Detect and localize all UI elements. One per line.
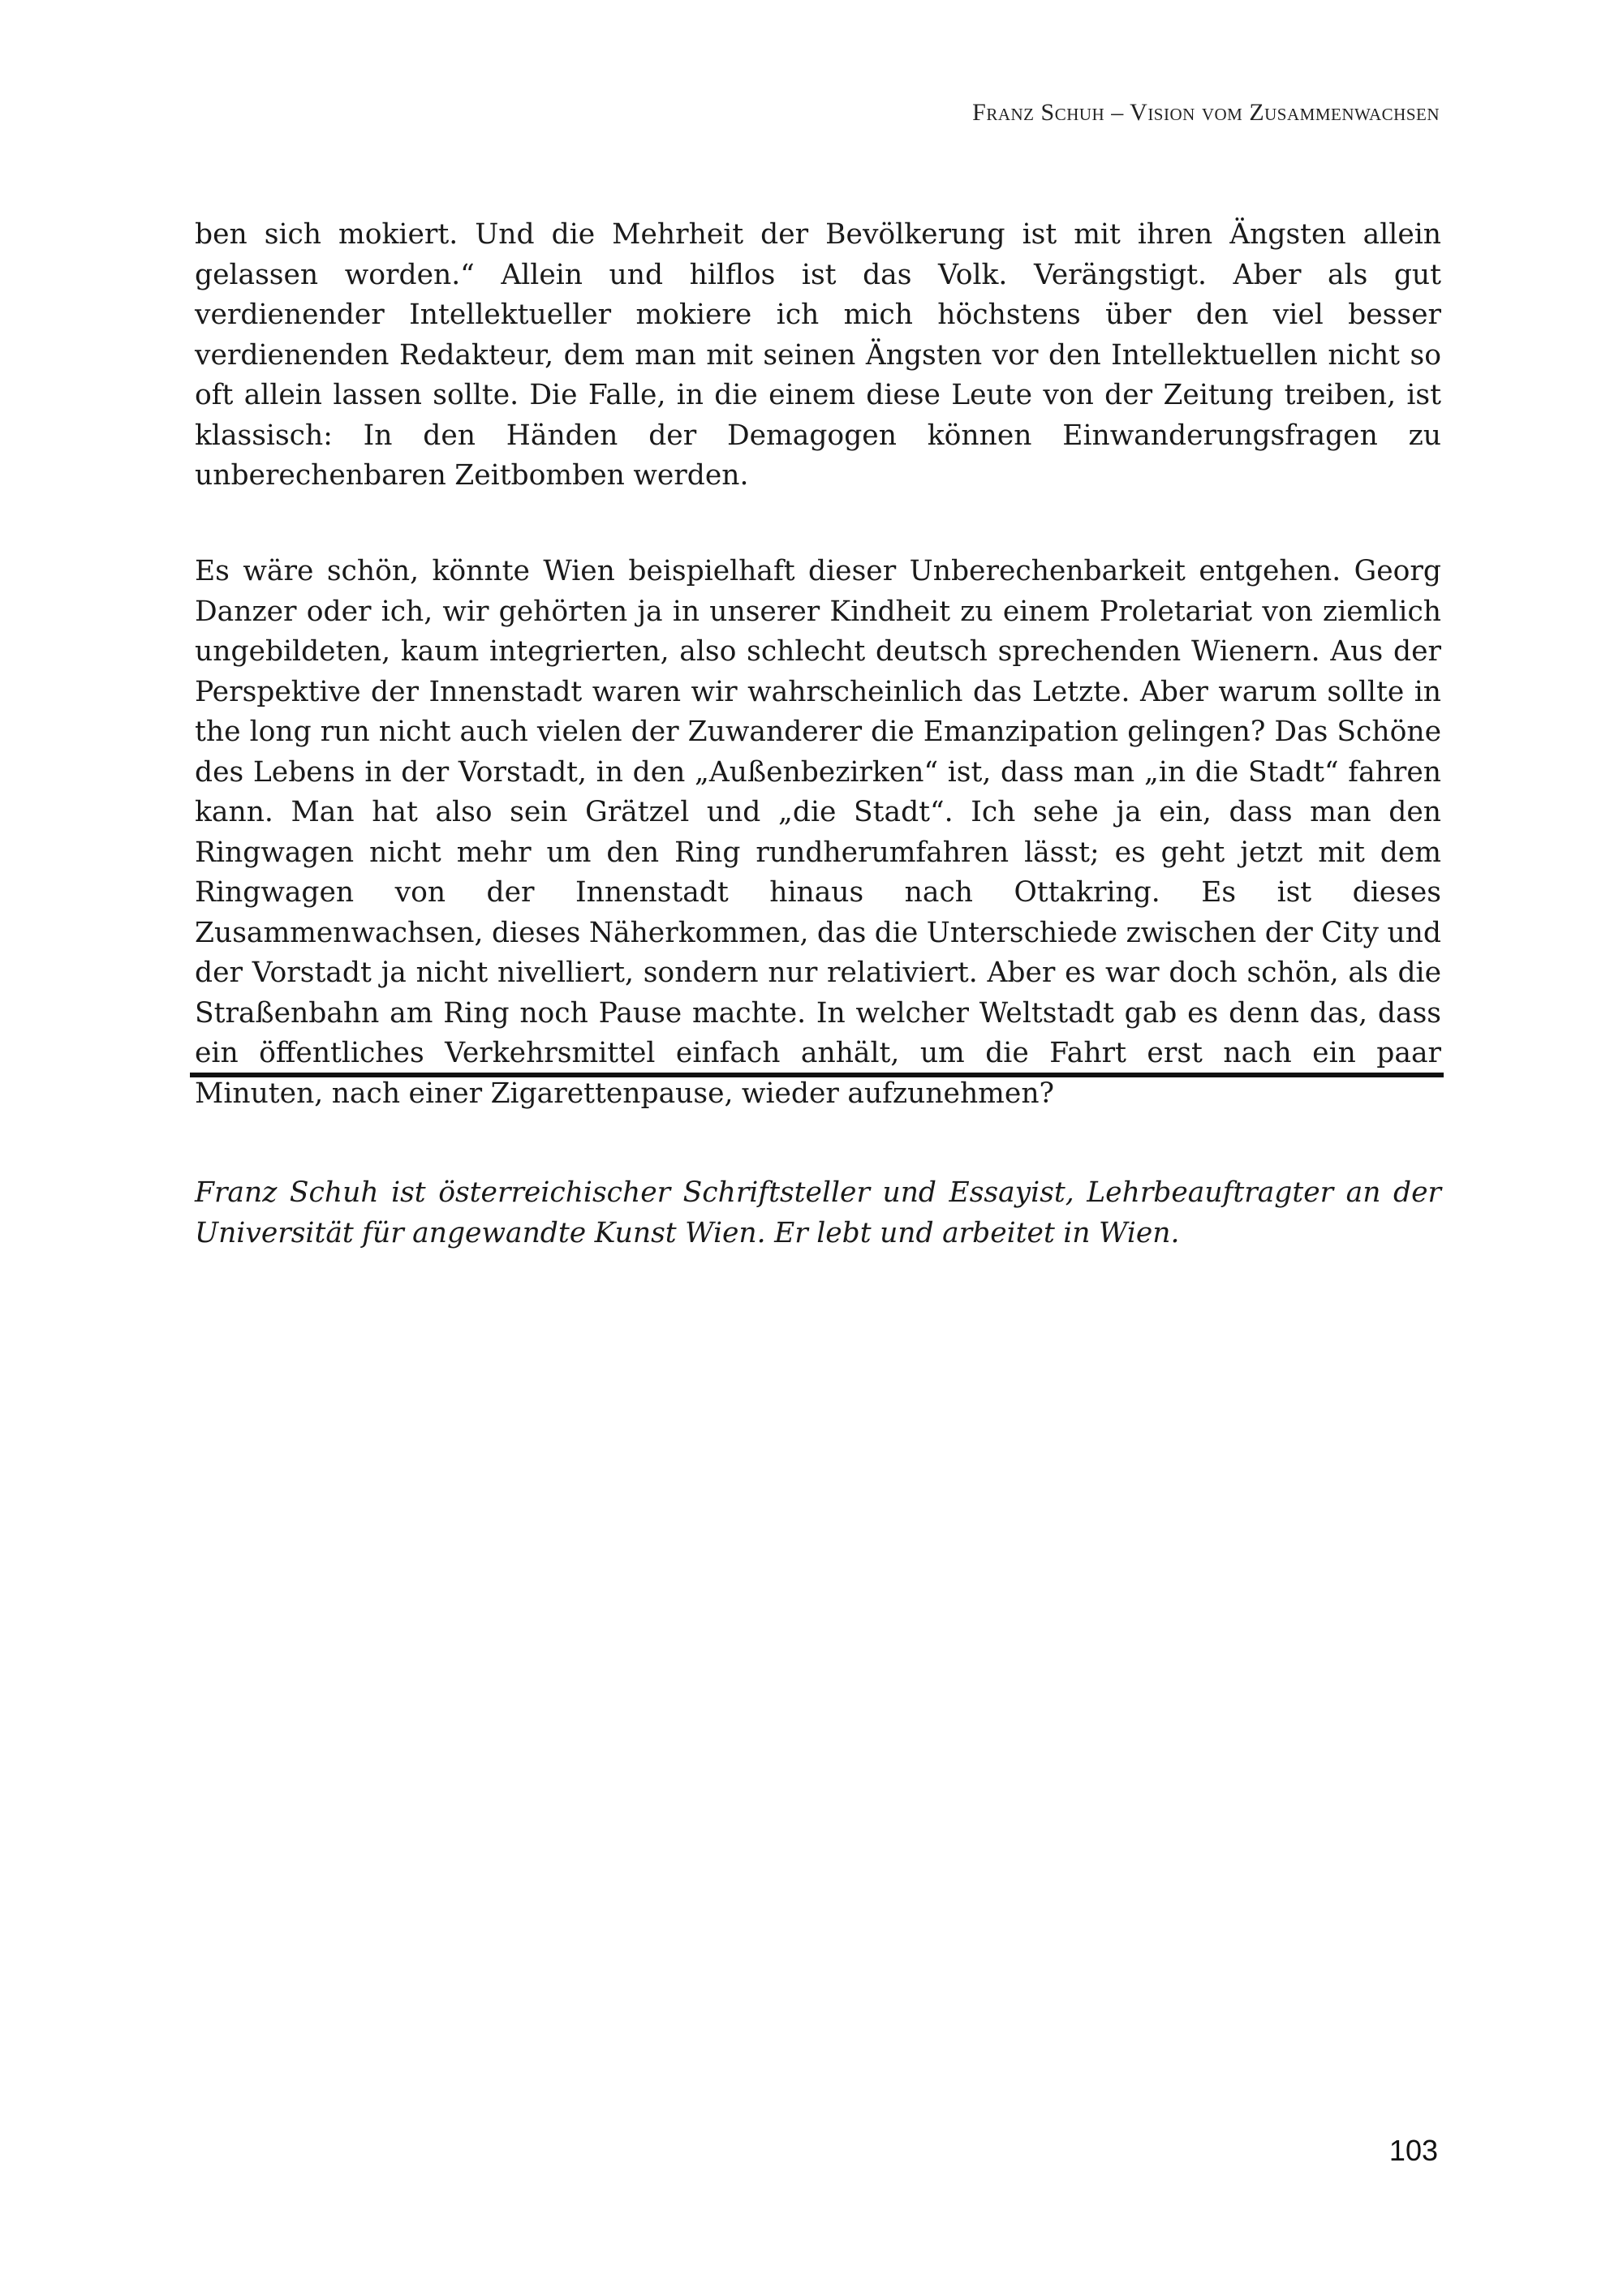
section-divider — [190, 1073, 1444, 1077]
author-bio: Franz Schuh ist österreichischer Schriftsteller und Essayist, Lehrbeauftragter an der Universität für angewandte Kunst Wien. Er lebt und arbeitet in Wien. — [195, 1176, 1441, 1249]
running-header: Franz Schuh – Vision vom Zusammenwachsen — [972, 99, 1440, 126]
body-paragraph-2: Es wäre schön, könnte Wien beispielhaft dieser Unberechenbarkeit entgehen. Georg Danzer oder ich, wir gehörten ja in unserer Kindheit zu einem Proletariat von ziemlich ungebildeten, kaum integrierten, also schlecht deutsch sprechenden Wienern. Aus der Perspektive der Innenstadt waren wir wahrscheinlich das Letzte. Aber warum sollte in the long run nicht auch vielen der Zuwanderer die Emanzipation gelingen? Das Schöne des Lebens in der Vorstadt, in den „Außenbezirken“ ist, dass man „in die Stadt“ fahren kann. Man hat also sein Grätzel und „die Stadt“. Ich sehe ja ein, dass man den Ringwagen nicht mehr um den Ring rundherumfahren lässt; es geht jetzt mit dem Ringwagen von der Innenstadt hinaus nach Ottakring. Es ist dieses Zusammenwachsen, dieses Näherkommen, das die Unterschiede zwischen der City und der Vorstadt ja nicht nivelliert, sondern nur relativiert. Aber es war doch schön, als die Straßenbahn am Ring noch Pause machte. In welcher Weltstadt gab es denn das, dass ein öffentliches Verkehrsmittel einfach anhält, um die Fahrt erst nach ein paar Minuten, nach einer Zigarettenpause, wieder aufzunehmen? — [195, 555, 1441, 1110]
page-number: 103 — [1388, 2134, 1438, 2167]
body-paragraph-1: ben sich mokiert. Und die Mehrheit der Bevölkerung ist mit ihren Ängsten allein gelassen worden.“ Allein und hilflos ist das Volk. Verängstigt. Aber als gut verdienender Intellektueller mokiere ich mich höchstens über den viel besser verdienenden Redakteur, dem man mit seinen Ängsten vor den Intellektuellen nicht so oft allein lassen sollte. Die Falle, in die einem diese Leute von der Zeitung treiben, ist klassisch: In den Händen der Demagogen können Einwanderungsfragen zu unberechenbaren Zeitbomben werden. — [195, 218, 1441, 492]
